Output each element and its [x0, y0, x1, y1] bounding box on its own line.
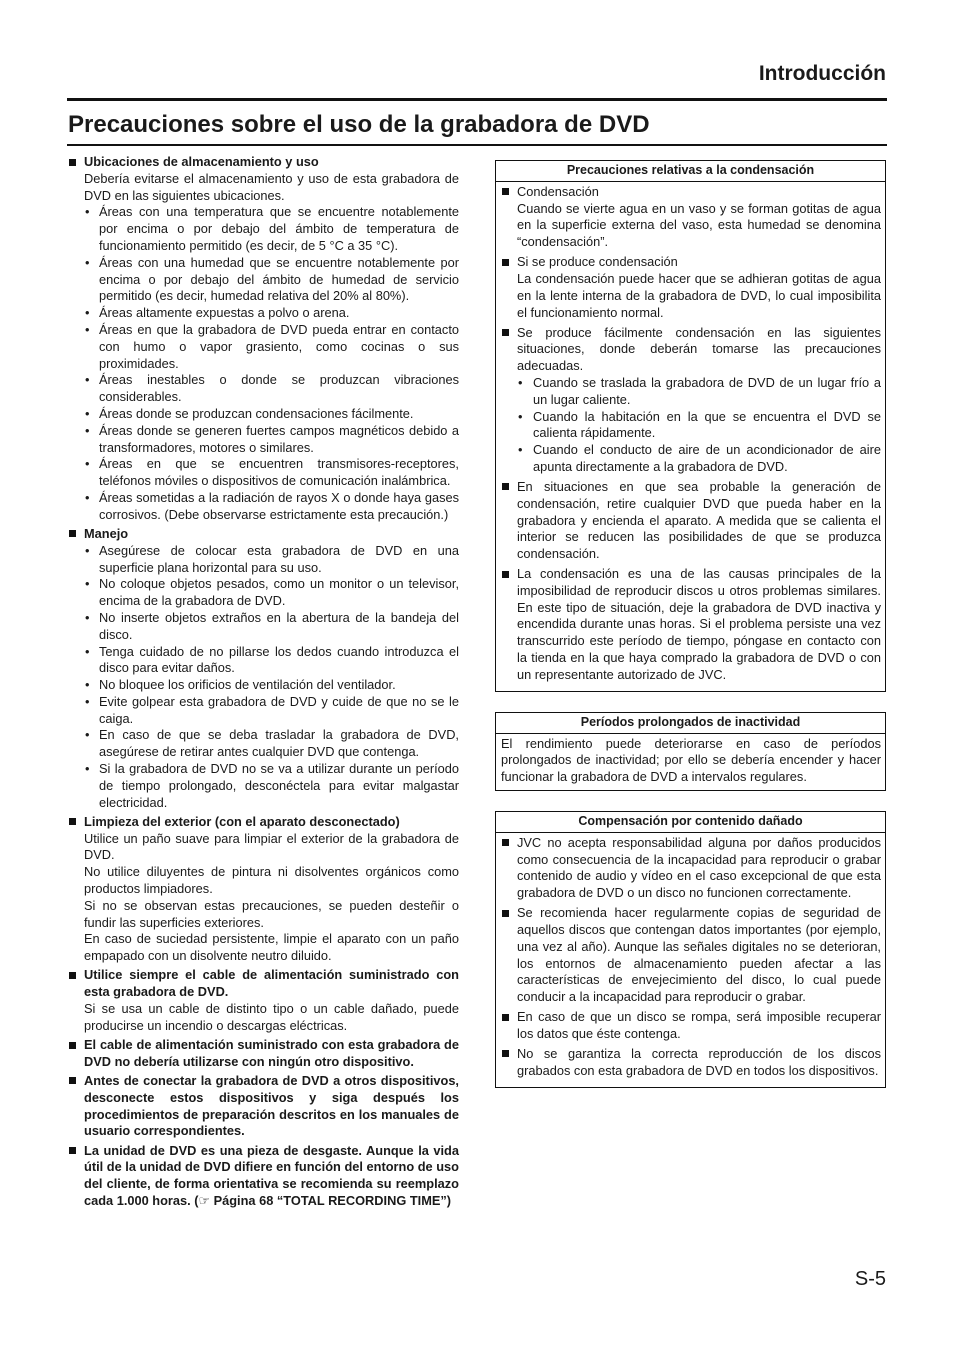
storage-intro: Debería evitarse el almacenamiento y uso de esta grabadora de DVD en las siguientes ubicaciones.: [84, 170, 459, 203]
condensation-definition-heading: Condensación: [517, 183, 599, 199]
inactivity-box: [495, 712, 886, 791]
condensation-cause: La condensación es una de las causas principales de la imposibilidad de reproducir discos u otros problemas similares. En este tipo de situación, deje la grabadora de DVD inactiva y encendida durante unas horas. Si el problema persiste una vez transcurrido este período de tiempo, póngase en contacto con la tienda en la que haya comprado la grabadora de DVD o con un representante autorizado de JVC.: [501, 566, 881, 684]
handling-section: [68, 526, 459, 812]
storage-item: • Áreas sometidas a la radiación de rayos X o donde haya gases corrosivos. (Debe observarse estrictamente esta precaución.): [84, 490, 459, 524]
storage-item: • Áreas inestables o donde se produzcan vibraciones considerables.: [84, 372, 459, 406]
compensation-item: Se recomienda hacer regularmente copias de seguridad de aquellos discos que contengan datos importantes (por ejemplo, una vez al año). Aunque las señales digitales no se deterioran, los entornos de almacenamiento pueden afectar a las características de envejecimiento del disco, lo cual puede conducir a la incapacidad para reproducir o grabar.: [501, 905, 881, 1006]
inactivity-text: El rendimiento puede deteriorarse en caso de períodos prolongados de inactividad; por ello se debería encender y hacer funcionar la grabadora de DVD a intervalos regulares.: [501, 735, 881, 785]
compensation-box: [495, 811, 886, 1088]
cleaning-paragraph: En caso de suciedad persistente, limpie el aparato con un paño empapado con un disolvente neutro diluido.: [84, 931, 459, 964]
handling-item: • No inserte objetos extraños en la abertura de la bandeja del disco.: [84, 610, 459, 644]
cleaning-paragraph: Si no se observan estas precauciones, se pueden desteñir o fundir las superficies exteriores.: [84, 897, 459, 930]
inactivity-box-title: Períodos prolongados de inactividad: [496, 713, 885, 734]
handling-item: • No coloque objetos pesados, como un monitor o un televisor, encima de la grabadora de DVD.: [84, 576, 459, 610]
power-cable-text: Si se usa un cable de distinto tipo o un cable dañado, puede producirse un incendio o descargas eléctricas.: [84, 1001, 459, 1033]
storage-item: • Áreas donde se produzcan condensaciones fácilmente.: [84, 406, 459, 423]
condensation-occurs: [501, 254, 881, 321]
drive-wear-text: La unidad de DVD es una pieza de desgaste. Aunque la vida útil de la unidad de DVD difiere en función del entorno de uso del cliente, de forma orientativa se recomienda su reemplazo cada 1.000 horas. (: [84, 1142, 459, 1208]
condensation-occurs-text: La condensación puede hacer que se adhieran gotitas de agua en la lente interna de la grabadora de DVD, lo cual imposibilita el funcionamiento normal.: [517, 270, 881, 320]
cleaning-paragraph: No utilice diluyentes de pintura ni disolventes orgánicos como productos limpiadores.: [84, 864, 459, 897]
page-reference: Página 68 “TOTAL RECORDING TIME”): [213, 1192, 452, 1208]
cable-other-device-note: El cable de alimentación suministrado con esta grabadora de DVD no debería utilizarse con ningún otro dispositivo.: [68, 1037, 459, 1071]
handling-item: • Si la grabadora de DVD no se va a utilizar durante un período de tiempo prolongado, desconéctela para evitar malgastar electricidad.: [84, 761, 459, 811]
handling-item: • Evite golpear esta grabadora de DVD y cuide de que no se le caiga.: [84, 694, 459, 728]
compensation-box-title: Compensación por contenido dañado: [496, 812, 885, 833]
condensation-occurs-heading: Si se produce condensación: [517, 254, 678, 270]
condensation-situations: [501, 325, 881, 476]
page-title: Precauciones sobre el uso de la grabadora de DVD: [68, 111, 650, 138]
storage-section: [68, 154, 459, 524]
storage-item: • Áreas con una temperatura que se encuentre notablemente por encima o por debajo del ámbito de temperatura de funcionamiento permitido (es decir, de 5 °C a 35 °C).: [84, 204, 459, 254]
drive-wear-note: [68, 1143, 459, 1210]
power-cable-section: [68, 967, 459, 1034]
condensation-situation-item: • Cuando la habitación en la que se encuentra el DVD se calienta rápidamente.: [517, 409, 881, 443]
storage-item: • Áreas en que la grabadora de DVD pueda entrar en contacto con humo o vapor grasiento, como cocinas o sus proximidades.: [84, 322, 459, 372]
compensation-item: JVC no acepta responsabilidad alguna por daños producidos como consecuencia de la incapacidad para reproducir o grabar contenido de audio y vídeo en el caso excepcional de que esta grabadora de DVD o un disco no funcionen correctamente.: [501, 835, 881, 902]
left-column: [68, 154, 459, 1212]
cleaning-heading: Limpieza del exterior (con el aparato desconectado): [84, 813, 400, 829]
pointing-hand-icon: ☞: [198, 1192, 211, 1208]
compensation-item: En caso de que un disco se rompa, será imposible recuperar los datos que éste contenga.: [501, 1009, 881, 1043]
storage-item: • Áreas en que se encuentren transmisores-receptores, teléfonos móviles o dispositivos de comunicación inalámbrica.: [84, 456, 459, 490]
condensation-situations-text: Se produce fácilmente condensación en las siguientes situaciones, donde deberán tomarse las precauciones adecuadas.: [517, 324, 881, 374]
connect-devices-note: Antes de conectar la grabadora de DVD a otros dispositivos, desconecte estos dispositivos y siga después los procedimientos de preparación descritos en los manuales de usuario correspondientes.: [68, 1073, 459, 1140]
right-column: [495, 160, 886, 1108]
power-cable-heading: Utilice siempre el cable de alimentación suministrado con esta grabadora de DVD.: [84, 967, 459, 1000]
header-rule: [67, 98, 887, 101]
condensation-definition: [501, 184, 881, 251]
condensation-box: [495, 160, 886, 692]
storage-item: • Áreas altamente expuestas a polvo o arena.: [84, 305, 459, 322]
title-rule: [67, 144, 887, 146]
condensation-remove-dvd: En situaciones en que sea probable la generación de condensación, retire cualquier DVD que pueda haber en la grabadora y encienda el aparato. A medida que se calienta el interior se reducen las posibilidades de que se produzca condensación.: [501, 479, 881, 563]
handling-item: • Tenga cuidado de no pillarse los dedos cuando introduzca el disco para evitar daños.: [84, 644, 459, 678]
handling-item: • Asegúrese de colocar esta grabadora de DVD en una superficie plana horizontal para su uso.: [84, 543, 459, 577]
handling-heading: Manejo: [84, 525, 129, 541]
handling-item: • En caso de que se deba trasladar la grabadora de DVD, asegúrese de retirar antes cualquier DVD que contenga.: [84, 727, 459, 761]
condensation-definition-text: Cuando se vierte agua en un vaso y se forman gotitas de agua en la superficie externa del vaso, esta humedad se denomina “condensación”.: [517, 200, 881, 250]
condensation-box-title: Precauciones relativas a la condensación: [496, 161, 885, 182]
handling-item: • No bloquee los orificios de ventilación del ventilador.: [84, 677, 459, 694]
storage-item: • Áreas con una humedad que se encuentre notablemente por encima o por debajo del ámbito de humedad de servicio permitido (es decir, humedad relativa del 20% al 80%).: [84, 255, 459, 305]
condensation-situation-item: • Cuando el conducto de aire de un acondicionador de aire apunta directamente a la grabadora de DVD.: [517, 442, 881, 476]
section-title: Introducción: [758, 62, 886, 85]
storage-heading: Ubicaciones de almacenamiento y uso: [84, 154, 319, 169]
cleaning-paragraph: Utilice un paño suave para limpiar el exterior de la grabadora de DVD.: [84, 830, 459, 863]
cleaning-section: [68, 814, 459, 965]
storage-item: • Áreas donde se generen fuertes campos magnéticos debido a transformadores, motores o similares.: [84, 423, 459, 457]
condensation-situation-item: • Cuando se traslada la grabadora de DVD de un lugar frío a un lugar caliente.: [517, 375, 881, 409]
page-number: S-5: [854, 1268, 886, 1290]
compensation-item: No se garantiza la correcta reproducción de los discos grabados con esta grabadora de DVD en todos los dispositivos.: [501, 1046, 881, 1080]
